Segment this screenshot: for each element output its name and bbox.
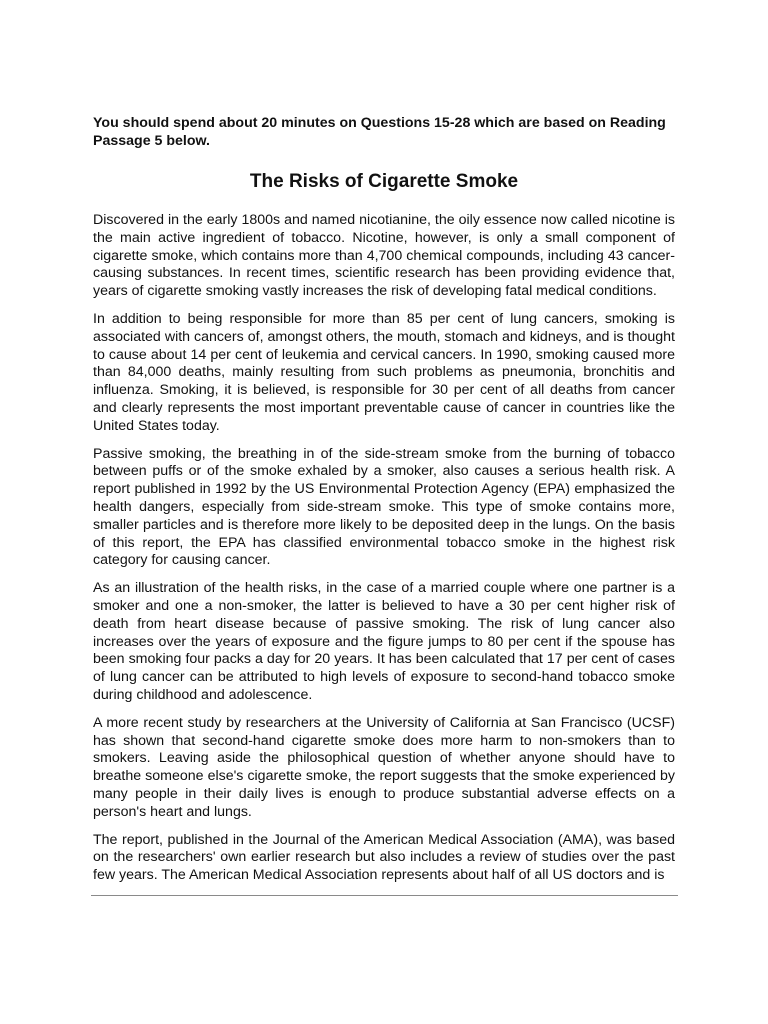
document-body [93,114,675,895]
paragraph-2: In addition to being responsible for more than 85 per cent of lung cancers, smoking is associated with cancers of, amongst others, the mouth, stomach and kidneys, and is thought to cause about 14 per cent of leukemia and cervical cancers. In 1990, smoking caused more than 84,000 deaths, mainly resulting from such problems as pneumonia, bronchitis and influenza. Smoking, it is believed, is responsible for 30 per cent of all deaths from cancer and clearly represents the most important preventable cause of cancer in countries like the United States today. [93,310,675,434]
paragraph-3: Passive smoking, the breathing in of the side-stream smoke from the burning of tobacco between puffs or of the smoke exhaled by a smoker, also causes a serious health risk. A report published in 1992 by the US Environmental Protection Agency (EPA) emphasized the health dangers, especially from side-stream smoke. This type of smoke contains more, smaller particles and is therefore more likely to be deposited deep in the lungs. On the basis of this report, the EPA has classified environmental tobacco smoke in the highest risk category for causing cancer. [93,445,675,569]
paragraph-4: As an illustration of the health risks, in the case of a married couple where one partner is a smoker and one a non-smoker, the latter is believed to have a 30 per cent higher risk of death from heart disease because of passive smoking. The risk of lung cancer also increases over the years of exposure and the figure jumps to 80 per cent if the spouse has been smoking four packs a day for 20 years. It has been calculated that 17 per cent of cases of lung cancer can be attributed to high levels of exposure to second-hand tobacco smoke during childhood and adolescence. [93,580,675,703]
paragraph-6: The report, published in the Journal of the American Medical Association (AMA), was based on the researchers' own earlier research but also includes a review of studies over the past few years. The American Medical Association represents about half of all US doctors and is [93,831,675,884]
reading-instructions: You should spend about 20 minutes on Questions 15-28 which are based on Reading Passage 5 below. [93,115,666,149]
footer-divider [91,895,678,896]
paragraph-1: Discovered in the early 1800s and named nicotianine, the oily essence now called nicotine is the main active ingredient of tobacco. Nicotine, however, is only a small component of cigarette smoke, which contains more than 4,700 chemical compounds, including 43 cancer-causing substances. In recent times, scientific research has been providing evidence that, years of cigarette smoking vastly increases the risk of developing fatal medical conditions. [93,212,675,300]
paragraph-5: A more recent study by researchers at the University of California at San Francisco (UCSF) has shown that second-hand cigarette smoke does more harm to non-smokers than to smokers. Leaving aside the philosophical question of whether anyone should have to breathe someone else's cigarette smoke, the report suggests that the smoke experienced by many people in their daily lives is enough to produce substantial adverse effects on a person's heart and lungs. [93,714,675,820]
passage-title: The Risks of Cigarette Smoke [249,171,519,192]
